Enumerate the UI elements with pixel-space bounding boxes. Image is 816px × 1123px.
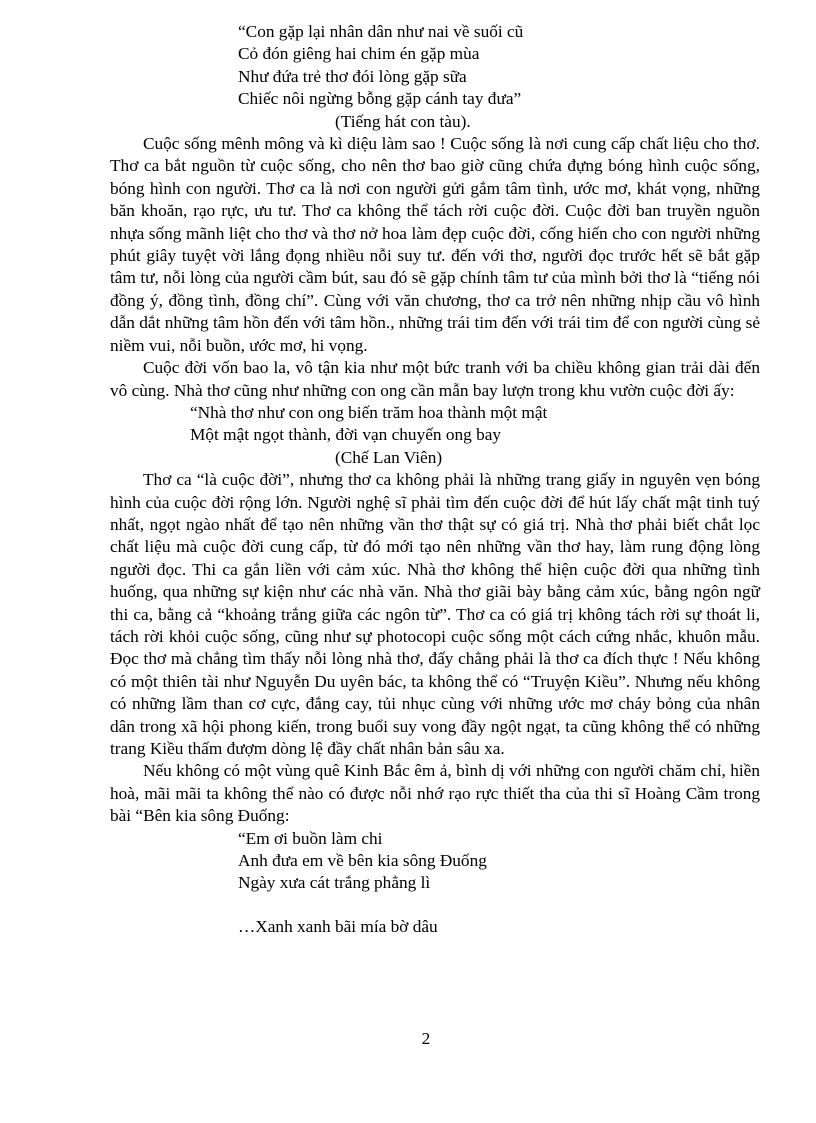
body-paragraph: Cuộc sống mênh mông và kì diệu làm sao ! Cuộc sống là nơi cung cấp chất liệu cho thơ. Thơ ca bắt nguồn từ cuộc sống, cho nên thơ bao giờ cũng chứa đựng bóng hình cuộc sống, bóng hình con người. Thơ ca là nơi con người gửi gắm tâm tình, ước mơ, khát vọng, những băn khoăn, rạo rực, ưu tư. Thơ ca không thể tách rời cuộc đời. Cuộc đời ban truyền nguồn nhựa sống mãnh liệt cho thơ và thơ nở hoa làm đẹp cuộc đời, cống hiến cho con người những phút giây tuyệt vời lắng đọng nhiều nỗi suy tư. đến với thơ, người đọc trước hết sẽ bắt gặp tâm tư, nỗi lòng của người cầm bút, sau đó sẽ gặp chính tâm tư của mình bởi thơ là “tiếng nói đồng ý, đồng tình, đồng chí”. Cùng với văn chương, thơ ca trở nên những nhịp cầu vô hình dẫn dắt những tâm hồn đến với tâm hồn., những trái tim đến với trái tim để con người cùng sẻ niềm vui, nỗi buồn, ước mơ, hi vọng. bbox=[110, 134, 760, 355]
poem-che-lan-vien bbox=[110, 402, 760, 447]
poem-attribution: (Chế Lan Viên) bbox=[335, 447, 443, 467]
poem-line: “Nhà thơ như con ong biến trăm hoa thành một mật bbox=[190, 402, 548, 422]
poem-line: …Xanh xanh bãi mía bờ dâu bbox=[238, 916, 438, 936]
page-content bbox=[110, 21, 760, 938]
body-paragraph: Thơ ca “là cuộc đời”, nhưng thơ ca không phải là những trang giấy in nguyên vẹn bóng hình của cuộc đời rộng lớn. Người nghệ sĩ phải tìm đến cuộc đời để hút lấy chất mật tinh tuý nhất, ngọt ngào nhất để tạo nên những vần thơ thật sự có giá trị. Nhà thơ phải biết chắt lọc chất liệu mà cuộc đời cung cấp, từ đó mới tạo nên những vần thơ hay, làm rung động lòng người đọc. Thi ca gắn liền với cảm xúc. Nhà thơ không thể hiện cuộc đời qua những tình huống, qua những sự kiện như các nhà văn. Nhà thơ giãi bày bằng cảm xúc, bằng ngôn ngữ thi ca, bằng cả “khoảng trắng giữa các ngôn từ”. Thơ ca có giá trị không tách rời sự thoát li, tách rời khỏi cuộc sống, cũng như sự photocopi cuộc sống một cách cứng nhắc, khuôn mẫu. Đọc thơ mà chẳng tìm thấy nỗi lòng nhà thơ, đấy chẳng phải là thơ ca đích thực ! Nếu không có một thiên tài như Nguyễn Du uyên bác, ta không thể có “Truyện Kiều”. Nhưng nếu không có những lầm than cơ cực, đắng cay, tủi nhục cùng với những ước mơ cháy bỏng của nhân dân trong xã hội phong kiến, trong buổi suy vong đầy ngột ngạt, ta cũng không thể có những trang Kiều thấm đượm dòng lệ đầy chất nhân bản sâu xa. bbox=[110, 470, 760, 758]
poem-line: Ngày xưa cát trắng phẳng lì bbox=[238, 873, 431, 893]
poem-line: “Em ơi buồn làm chi bbox=[238, 828, 383, 848]
stanza-gap bbox=[238, 895, 760, 916]
body-paragraph: Nếu không có một vùng quê Kinh Bắc êm ả, bình dị với những con người chăm chỉ, hiền hoà, mãi mãi ta không thể nào có được nỗi nhớ rạo rực thiết tha của thi sĩ Hoàng Cầm trong bài “Bên kia sông Đuống: bbox=[110, 761, 760, 826]
poem-line: Một mật ngọt thành, đời vạn chuyến ong bay bbox=[190, 425, 502, 445]
poem-ben-kia-song-duong bbox=[110, 828, 760, 939]
poem-line: Anh đưa em về bên kia sông Đuống bbox=[238, 851, 487, 871]
page-number: 2 bbox=[421, 1029, 431, 1048]
poem-line: “Con gặp lại nhân dân như nai về suối cũ bbox=[238, 22, 524, 41]
poem-line: Cỏ đón giêng hai chim én gặp mùa bbox=[238, 44, 480, 64]
body-paragraph: Cuộc đời vốn bao la, vô tận kia như một bức tranh với ba chiều không gian trải dài đến vô cùng. Nhà thơ cũng như những con ong cần mẫn bay lượn trong khu vườn cuộc đời ấy: bbox=[110, 358, 760, 400]
poem-line: Chiếc nôi ngừng bỗng gặp cánh tay đưa” bbox=[238, 89, 522, 109]
poem-attribution: (Tiếng hát con tàu). bbox=[335, 111, 471, 131]
poem-line: Như đứa trẻ thơ đói lòng gặp sữa bbox=[238, 66, 467, 86]
poem-tieng-hat-con-tau bbox=[110, 21, 760, 111]
